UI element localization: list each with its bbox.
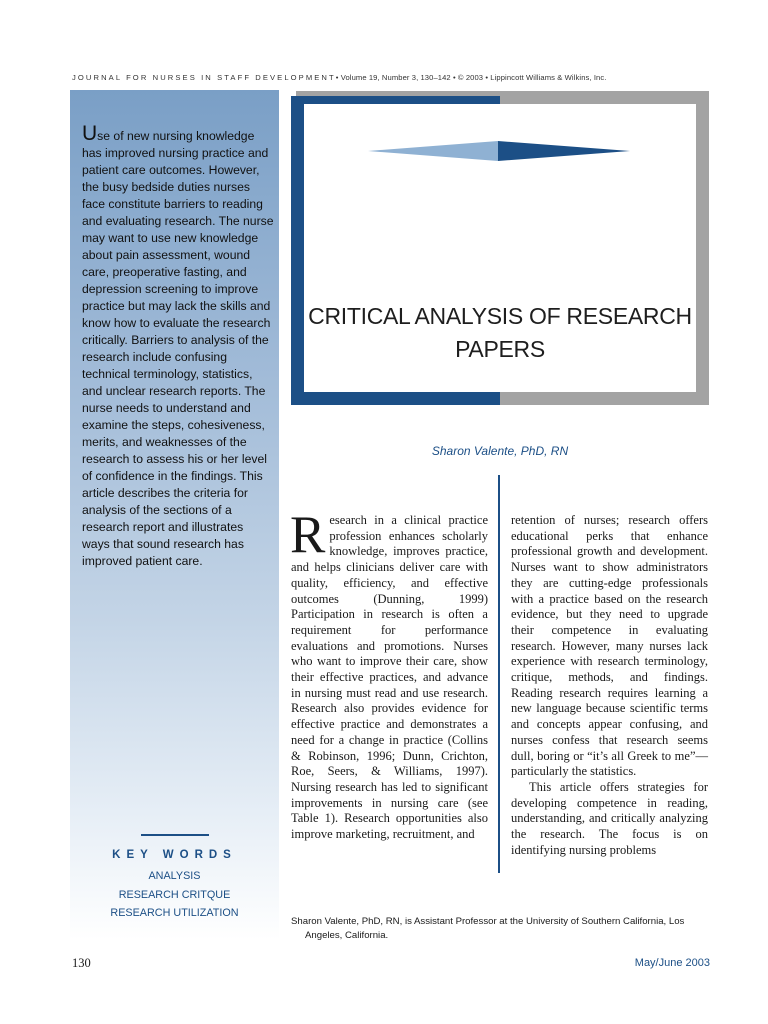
issue-date: May/June 2003	[634, 957, 710, 969]
body-column-2	[511, 513, 708, 858]
keywords-heading: KEY WORDS	[112, 849, 237, 861]
column-divider	[498, 475, 500, 873]
abstract-initial: U	[82, 122, 98, 145]
page-number: 130	[72, 956, 91, 970]
keyword-item: RESEARCH UTILIZATION	[110, 907, 239, 919]
keywords-rule	[141, 834, 209, 836]
journal-name: JOURNAL FOR NURSES IN STAFF DEVELOPMENT	[72, 73, 336, 82]
diamond-ornament-icon	[368, 139, 630, 163]
journal-citation: • Volume 19, Number 3, 130–142 • © 2003 • Lippincott Williams & Wilkins, Inc.	[335, 73, 607, 82]
keywords-list	[70, 867, 279, 923]
keyword-item: RESEARCH CRITQUE	[118, 888, 231, 901]
running-header	[72, 73, 712, 82]
body-paragraph: retention of nurses; research offers educational perks that enhance professional growth and development. Nurses want to show administrators they are cutting-edge professionals with a practice based on the research evidence, but they need to upgrade their competence in evaluating research. However, many nurses lack experience with research terminology, critique, methods, and findings. Reading research requires learning a new language because scientific terms and concepts appear confusing, and nurses confess that research seems dull, boring or “it’s all Greek to me”—particularly the statistics.	[511, 513, 708, 779]
drop-cap: R	[290, 506, 326, 564]
body-paragraph: esearch in a clinical practice profession enhances scholarly knowledge, improves practice, and helps clinicians deliver care with quality, efficiency, and effective outcomes (Dunning, 1999) Participation in research is often a requirement for performance evaluations and promotions. Nurses who want to improve their care, show their effective practices, and advance in nursing must read and use research. Research also provides evidence for effective practice and demonstrates a need for a change in practice (Collins & Robinson, 1996; Dunn, Crichton, Roe, Seers, & Williams, 1997). Nursing research has led to significant improvements in nursing care (see Table 1). Research opportunities also improve marketing, recruitment, and	[291, 513, 488, 842]
author-footnote: Sharon Valente, PhD, RN, is Assistant Professor at the University of Southern California, Los Angeles, California.	[291, 916, 685, 941]
abstract-text: se of new nursing knowledge has improved nursing practice and patient care outcomes. However, the busy bedside duties nurses face constitute barriers to reading and evaluating research. The nurse may want to use new knowledge about pain assessment, wound care, preoperative fasting, and depression screening to improve practice but may lack the skills and know how to evaluate the research critically. Barriers to analysis of the research include confusing technical terminology, statistics, and unclear research reports. The nurse needs to understand and examine the steps, cohesiveness, merits, and weaknesses of the research to assess his or her level of confidence in the findings. This article describes the criteria for analysis of the sections of a research report and illustrates ways that sound research has improved patient care.	[82, 129, 274, 568]
keyword-item: ANALYSIS	[148, 870, 201, 882]
article-author: Sharon Valente, PhD, RN	[431, 444, 569, 458]
abstract	[82, 122, 274, 570]
body-column-1	[290, 506, 488, 843]
article-title: CRITICAL ANALYSIS OF RESEARCH PAPERS	[308, 303, 692, 362]
body-paragraph: This article offers strategies for developing competence in reading, understanding, and critically analyzing the research. The focus is on identifying nursing problems	[511, 779, 708, 857]
